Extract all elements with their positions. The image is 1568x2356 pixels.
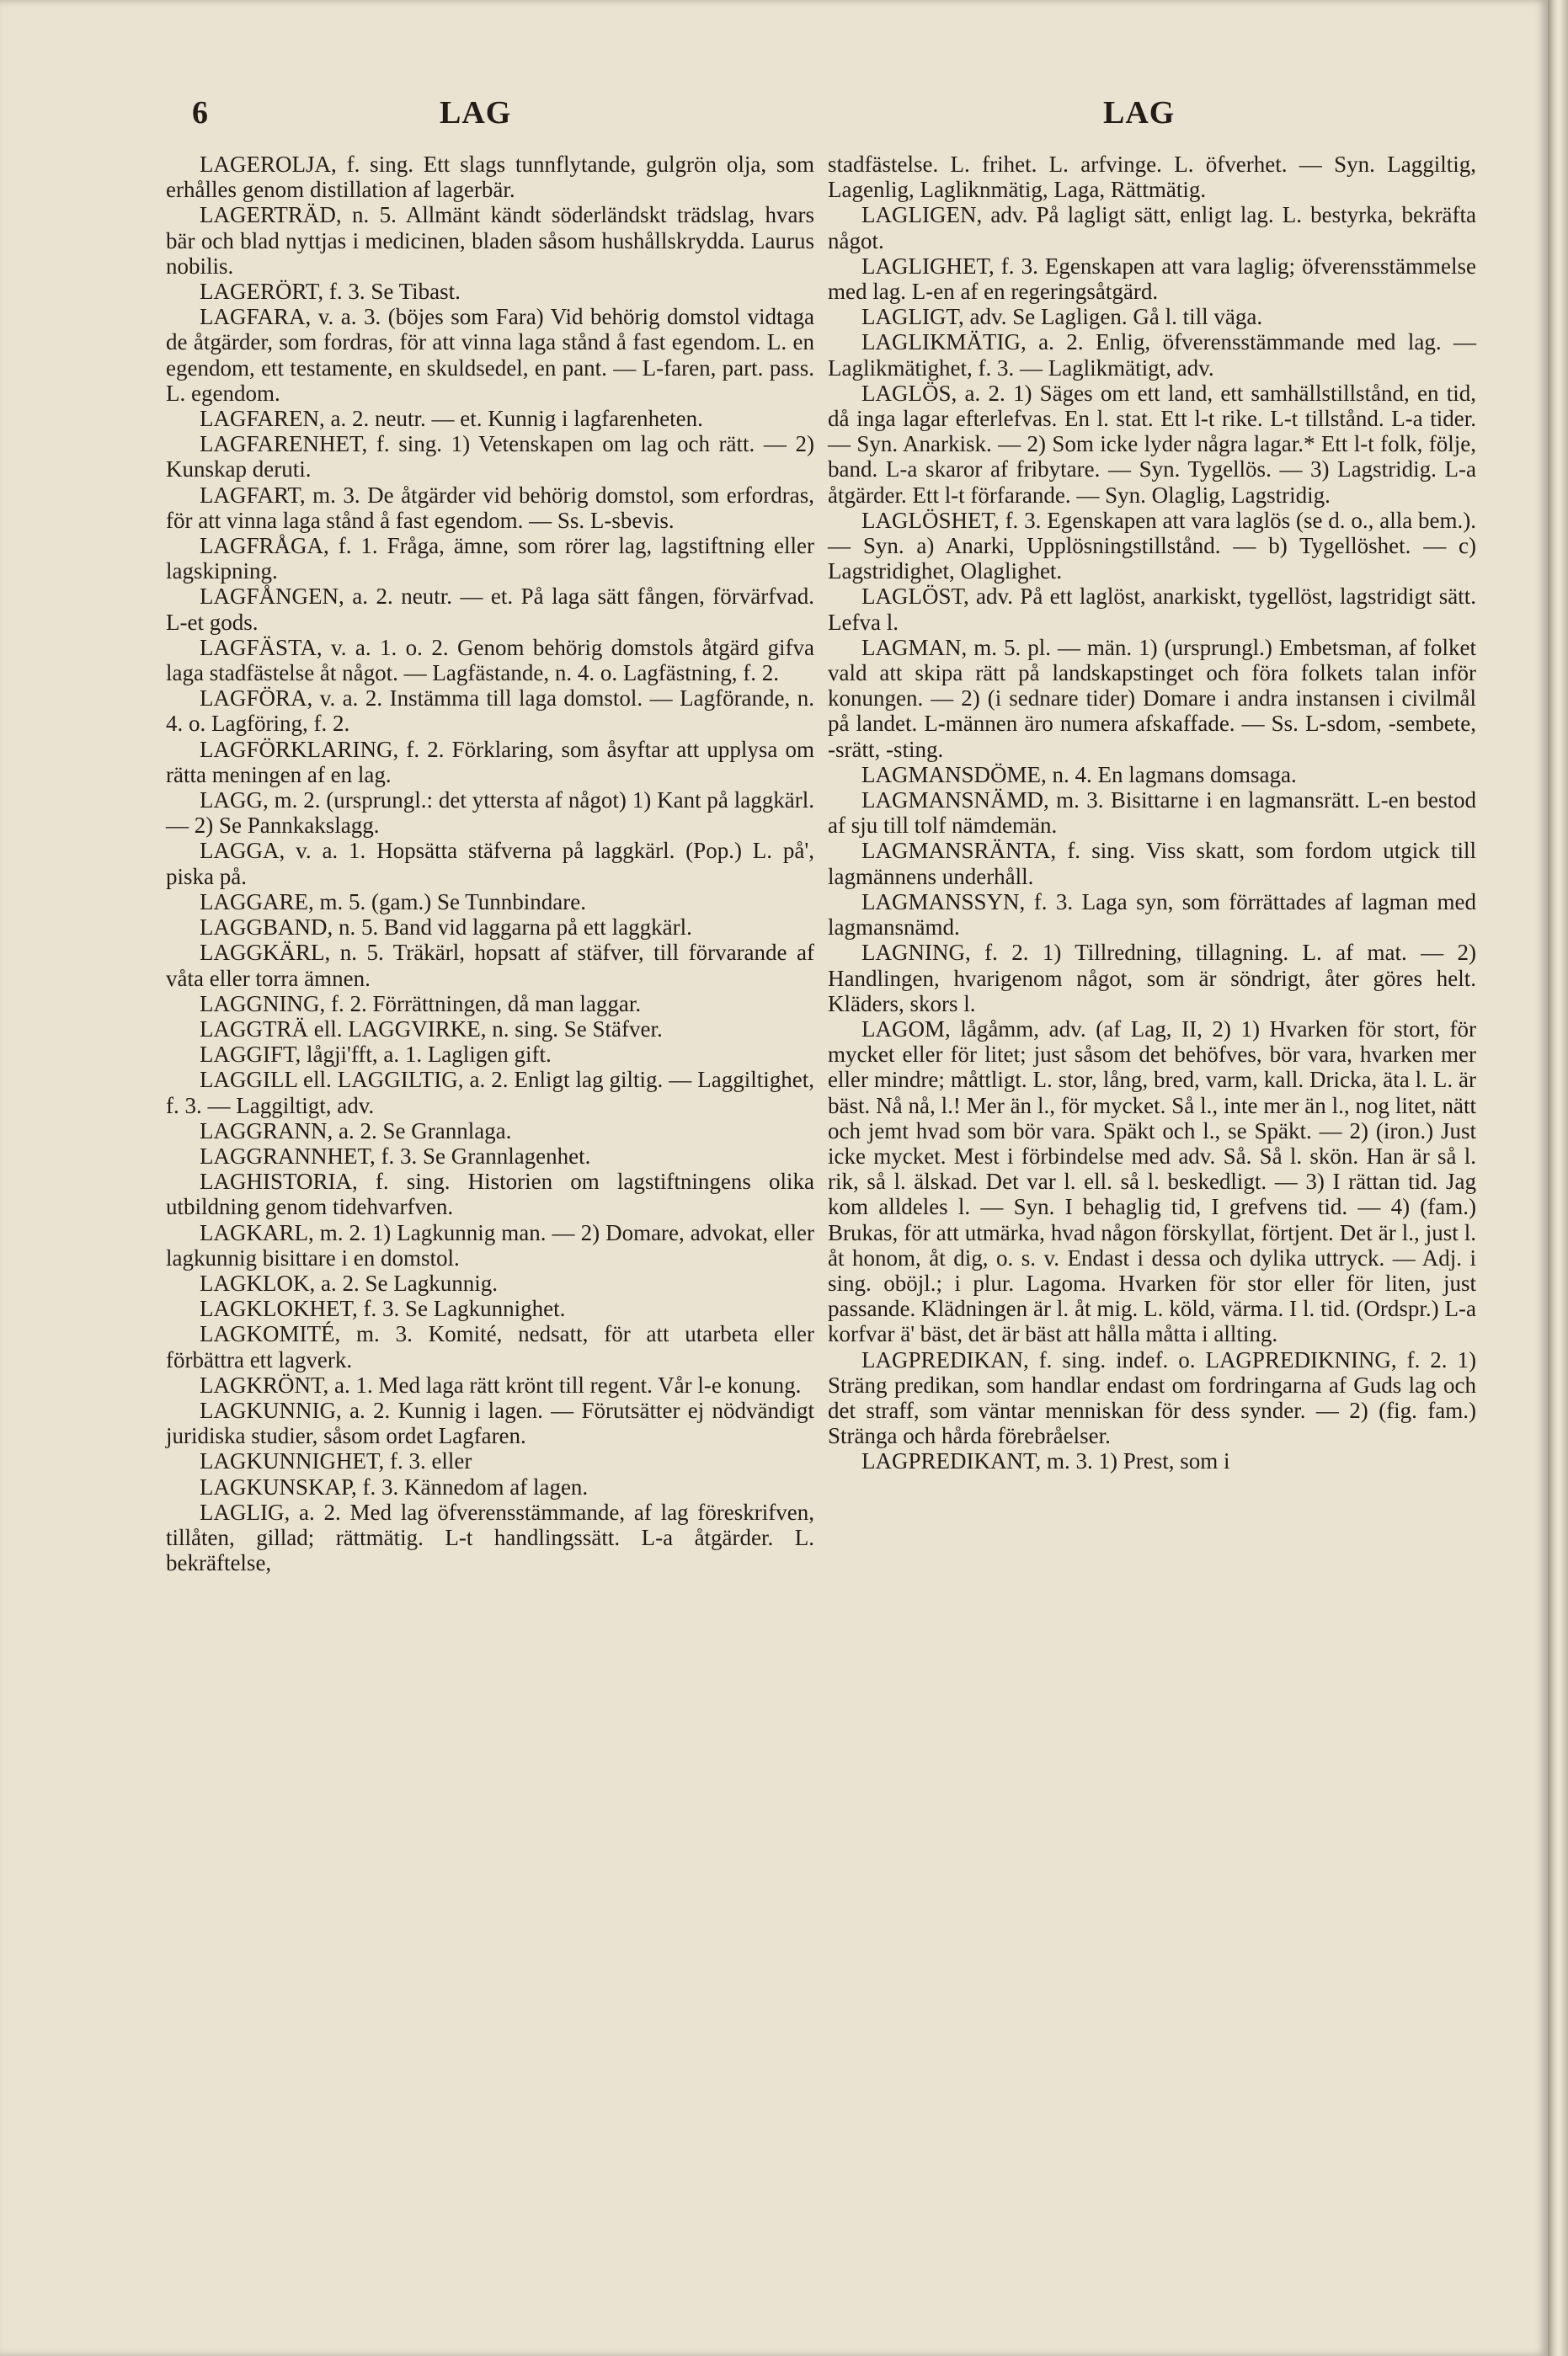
dictionary-entry: LAGKLOKHET, f. 3. Se Lagkunnighet. (200, 1296, 566, 1322)
dictionary-entry: LAGFÖRKLARING, f. 2. Förklaring, som åsyftar att upplysa om rätta meningen af en lag. (166, 736, 814, 787)
dictionary-entry: LAGLÖSHET, f. 3. Egenskapen att vara laglös (se d. o., alla bem.). — Syn. a) Anarki, Upplösningstillstånd. — b) Tygellöshet. — c) Lagstridighet, Olaglighet. (828, 507, 1476, 584)
dictionary-entry: LAGLIKMÄTIG, a. 2. Enlig, öfverensstämmande med lag. — Laglikmätighet, f. 3. — Laglikmätigt, adv. (828, 329, 1476, 381)
dictionary-entry: LAGGA, v. a. 1. Hopsätta stäfverna på laggkärl. (Pop.) L. på', piska på. (166, 838, 814, 889)
entry-continuation: stadfästelse. L. frihet. L. arfvinge. L. öfverhet. — Syn. Laggiltig, Lagenlig, Lagliknmätig, Laga, Rättmätig. (828, 152, 1476, 203)
dictionary-entry: LAGPREDIKAN, f. sing. indef. o. LAGPREDIKNING, f. 2. 1) Sträng predikan, som handlar endast om fordringarna af Guds lag och det straff, som väntar menniskan för dess synder. — 2) (fig. fam.) Stränga och hårda förebråelser. (828, 1346, 1476, 1449)
dictionary-entry: LAGKLOK, a. 2. Se Lagkunnig. (200, 1270, 498, 1296)
dictionary-entry: LAGG, m. 2. (ursprungl.: det yttersta af något) 1) Kant på laggkärl. — 2) Se Pannkakslagg. (166, 787, 814, 839)
dictionary-entry: LAGFÖRA, v. a. 2. Instämma till laga domstol. — Lagförande, n. 4. o. Lagföring, f. 2. (166, 685, 814, 737)
dictionary-entry: LAGFART, m. 3. De åtgärder vid behörig domstol, som erfordras, för att vinna laga stånd å fast egendom. — Ss. L-sbevis. (166, 482, 814, 533)
dictionary-entry: LAGKARL, m. 2. 1) Lagkunnig man. — 2) Domare, advokat, eller lagkunnig bisittare i en domstol. (166, 1219, 814, 1271)
dictionary-entry: LAGERTRÄD, n. 5. Allmänt kändt söderländskt trädslag, hvars bär och blad nyttjas i medicinen, bladen såsom hushållskrydda. Laurus nobilis. (166, 202, 814, 279)
dictionary-entry: LAGGKÄRL, n. 5. Träkärl, hopsatt af stäfver, till förvarande af våta eller torra ämnen. (166, 940, 814, 991)
dictionary-entry: LAGPREDIKANT, m. 3. 1) Prest, som i (861, 1448, 1230, 1474)
left-running-head: LAG (440, 95, 512, 131)
dictionary-entry: LAGLIGT, adv. Se Lagligen. Gå l. till väga. (861, 304, 1263, 330)
dictionary-entry: LAGKRÖNT, a. 1. Med laga rätt krönt till regent. Vår l-e konung. (200, 1372, 802, 1398)
dictionary-entry: LAGFRÅGA, f. 1. Fråga, ämne, som rörer lag, lagstiftning eller lagskipning. (166, 533, 814, 584)
dictionary-entry: LAGKUNNIGHET, f. 3. eller (200, 1448, 472, 1474)
left-column (166, 152, 814, 1575)
dictionary-entry: LAGMANSRÄNTA, f. sing. Viss skatt, som fordom utgick till lagmännens underhåll. (828, 838, 1476, 889)
dictionary-entry: LAGMANSNÄMD, m. 3. Bisittarne i en lagmansrätt. L-en bestod af sju till tolf nämdemän. (828, 787, 1476, 839)
dictionary-entry: LAGHISTORIA, f. sing. Historien om lagstiftningens olika utbildning genom tidehvarfven. (166, 1169, 814, 1220)
dictionary-entry: LAGERÖRT, f. 3. Se Tibast. (200, 279, 461, 305)
dictionary-entry: LAGFÄSTA, v. a. 1. o. 2. Genom behörig domstols åtgärd gifva laga stadfästelse åt något. — Lagfästande, n. 4. o. Lagfästning, f. 2. (166, 634, 814, 686)
dictionary-entry: LAGEROLJA, f. sing. Ett slags tunnflytande, gulgrön olja, som erhålles genom distillation af lagerbär. (166, 152, 814, 203)
dictionary-entry: LAGFAREN, a. 2. neutr. — et. Kunnig i lagfarenheten. (200, 406, 703, 432)
dictionary-entry: LAGLIGEN, adv. På lagligt sätt, enligt lag. L. bestyrka, bekräfta något. (828, 202, 1476, 253)
dictionary-entry: LAGLÖS, a. 2. 1) Säges om ett land, ett samhällstillstånd, en tid, då inga lagar efterlefvas. En l. stat. Ett l-t rike. L-t tillstånd. L-a tider. — Syn. Anarkisk. — 2) Som icke lyder några lagar.* Ett l-t folk, följe, band. L-a skaror af fribytare. — Syn. Tygellös. — 3) Lagstridig. L-a åtgärder. Ett l-t förfarande. — Syn. Olaglig, Lagstridig. (828, 380, 1476, 508)
dictionary-entry: LAGKUNNIG, a. 2. Kunnig i lagen. — Förutsätter ej nödvändigt juridiska studier, såsom ordet Lagfaren. (166, 1397, 814, 1449)
page-edge (1548, 0, 1568, 2356)
dictionary-entry: LAGKOMITÉ, m. 3. Komité, nedsatt, för att utarbeta eller förbättra ett lagverk. (166, 1321, 814, 1373)
dictionary-entry: LAGGIFT, lågji'fft, a. 1. Lagligen gift. (200, 1042, 552, 1068)
dictionary-entry: LAGKUNSKAP, f. 3. Kännedom af lagen. (200, 1474, 589, 1500)
dictionary-entry: LAGLIGHET, f. 3. Egenskapen att vara laglig; öfverensstämmelse med lag. L-en af en regeringsåtgärd. (828, 253, 1476, 305)
dictionary-entry: LAGNING, f. 2. 1) Tillredning, tillagning. L. af mat. — 2) Handlingen, hvarigenom något, som är söndrigt, åter göres helt. Kläders, skors l. (828, 940, 1476, 1016)
dictionary-entry: LAGMANSSYN, f. 3. Laga syn, som förrättades af lagman med lagmansnämd. (828, 888, 1476, 941)
dictionary-entry: LAGFARA, v. a. 3. (böjes som Fara) Vid behörig domstol vidtaga de åtgärder, som fordras, för att vinna laga stånd å fast egendom. L. en egendom, ett testamente, en skuldsedel, en pant. — L-faren, part. pass. L. egendom. (166, 304, 814, 406)
dictionary-entry: LAGLÖST, adv. På ett laglöst, anarkiskt, tygellöst, lagstridigt sätt. Lefva l. (828, 584, 1476, 635)
right-running-head: LAG (1103, 95, 1176, 131)
dictionary-entry: LAGGILL ell. LAGGILTIG, a. 2. Enligt lag giltig. — Laggiltighet, f. 3. — Laggiltigt, adv. (166, 1067, 814, 1118)
dictionary-entry: LAGGARE, m. 5. (gam.) Se Tunnbindare. (200, 888, 586, 914)
dictionary-entry: LAGGRANNHET, f. 3. Se Grannlagenhet. (200, 1143, 591, 1169)
page-number: 6 (192, 95, 209, 131)
dictionary-entry: LAGMAN, m. 5. pl. — män. 1) (ursprungl.) Embetsman, af folket vald att skipa rätt på landskapstinget och föra folkets talan inför konungen. — 2) (i sednare tider) Domare i andra instansen i civilmål på landet. L-männen äro numera afskaffade. — Ss. L-sdom, -sembete, -srätt, -sting. (828, 634, 1476, 762)
right-column (828, 152, 1476, 1474)
dictionary-entry: LAGFARENHET, f. sing. 1) Vetenskapen om lag och rätt. — 2) Kunskap deruti. (166, 431, 814, 482)
dictionary-entry: LAGMANSDÖME, n. 4. En lagmans domsaga. (861, 761, 1297, 787)
dictionary-entry: LAGLIG, a. 2. Med lag öfverensstämmande, af lag föreskrifven, tillåten, gillad; rättmätig. L-t handlingssätt. L-a åtgärder. L. bekräftelse, (166, 1499, 814, 1576)
dictionary-entry: LAGFÅNGEN, a. 2. neutr. — et. På laga sätt fången, förvärfvad. L-et gods. (166, 584, 814, 635)
dictionary-entry: LAGGNING, f. 2. Förrättningen, då man laggar. (200, 990, 642, 1016)
dictionary-entry: LAGOM, lågåmm, adv. (af Lag, II, 2) 1) Hvarken för stort, för mycket eller för litet; just såsom det behöfves, bör vara, hvarken mer eller mindre; måttligt. L. stor, lång, bred, varm, kall. Dricka, äta l. L. är bäst. Nå nå, l.! Mer än l., för mycket. Så l., inte mer än l., nog litet, nätt och jemt hvad som bör vara. Späkt och l., se Späkt. — 2) (iron.) Just icke mycket. Mest i förbindelse med adv. Så. Så l. skön. Han är så l. rik, så l. älskad. Det var l. ell. så l. beskedligt. — 3) I rättan tid. Jag kom alldeles l. — Syn. I behaglig tid, I grefvens tid. — 4) (fam.) Brukas, för att utmärka, hvad någon förskyllat, förtjent. Det är l., just l. åt honom, åt dig, o. s. v. Endast i dessa och dylika uttryck. — Adj. i sing. oböjl.; i plur. Lagoma. Hvarken för stor eller för liten, just passande. Klädningen är l. åt mig. L. köld, värma. I l. tid. (Ordspr.) L-a korfvar ä' bäst, det är bäst att hålla måtta i allting. (828, 1015, 1476, 1347)
dictionary-entry: LAGGBAND, n. 5. Band vid laggarna på ett laggkärl. (200, 914, 692, 941)
dictionary-entry: LAGGTRÄ ell. LAGGVIRKE, n. sing. Se Stäfver. (200, 1015, 663, 1042)
dictionary-entry: LAGGRANN, a. 2. Se Grannlaga. (200, 1117, 512, 1143)
